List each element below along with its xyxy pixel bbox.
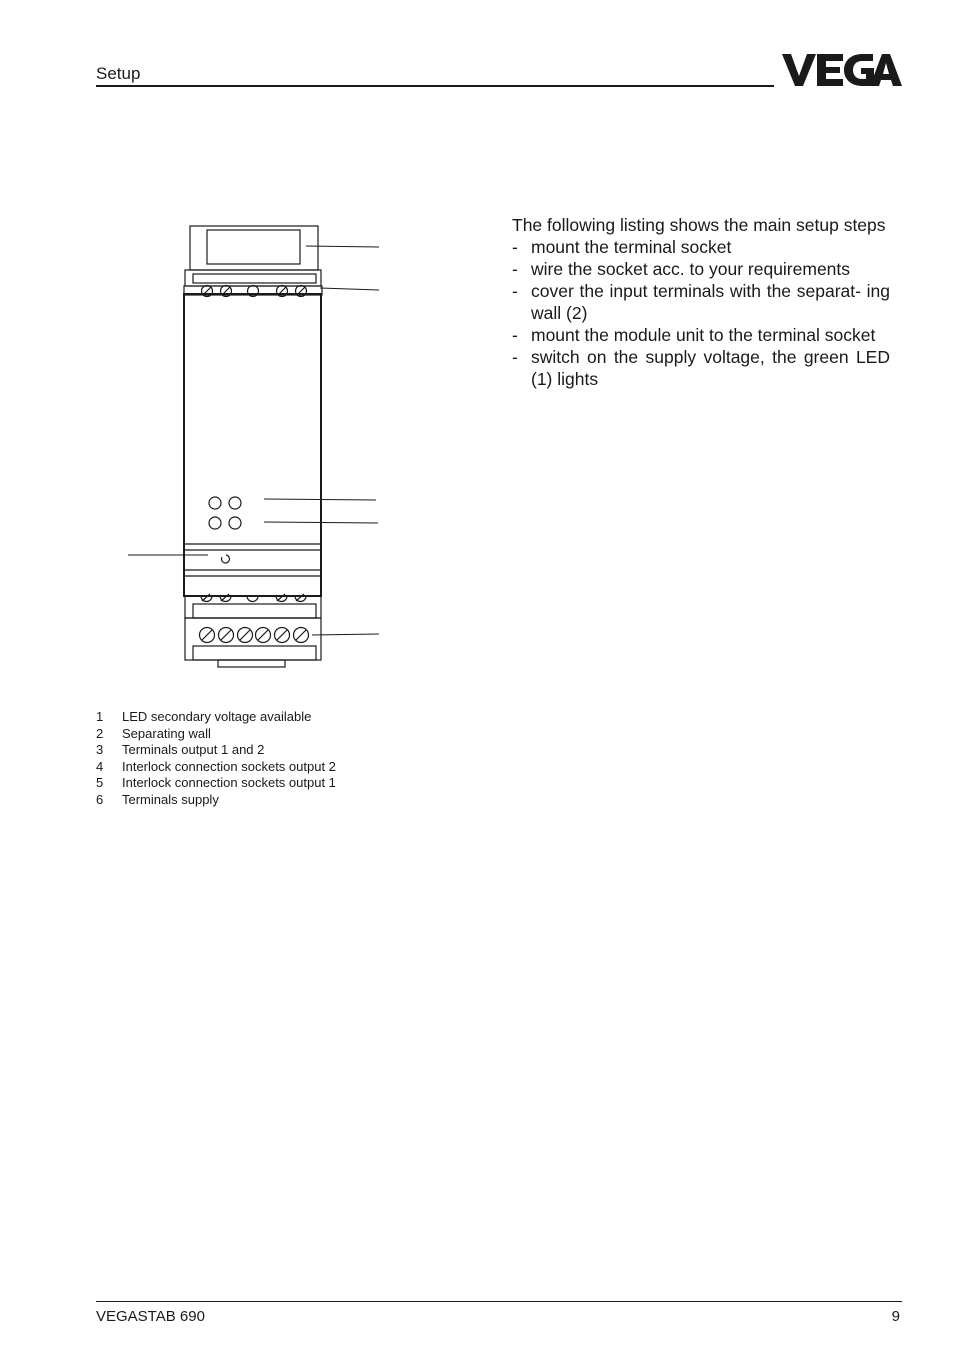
list-item: - mount the terminal socket <box>512 237 732 257</box>
product-name: VEGASTAB 690 <box>96 1308 205 1325</box>
vega-logo <box>782 52 902 88</box>
setup-steps <box>512 236 890 390</box>
legend-item: 6 Terminals supply <box>96 791 219 807</box>
list-item: - mount the module unit to the terminal socket <box>512 325 876 345</box>
figure-legend <box>96 709 336 808</box>
legend-item: 2 Separating wall <box>96 725 211 741</box>
module-body <box>184 294 321 596</box>
socket-holes <box>209 497 241 529</box>
legend-item: 4 Interlock connection sockets output 2 <box>96 758 336 774</box>
leader-lines <box>128 246 379 635</box>
device-drawing <box>120 220 390 680</box>
terminal-socket <box>185 618 321 660</box>
din-clip <box>218 660 285 667</box>
legend-item: 1 LED secondary voltage available <box>96 709 312 724</box>
header-rule <box>96 85 774 87</box>
list-item: - wire the socket acc. to your requirements <box>512 259 851 279</box>
list-item: - switch on the supply voltage, the green LED (1) lights <box>512 347 890 389</box>
led-symbol <box>221 555 229 563</box>
page-number: 9 <box>891 1308 900 1325</box>
footer-rule <box>96 1301 902 1302</box>
section-title: Setup <box>96 64 141 83</box>
legend-item: 5 Interlock connection sockets output 1 <box>96 775 336 790</box>
top-lid <box>190 226 318 270</box>
list-item: - cover the input terminals with the separat- ing wall (2) <box>512 281 890 323</box>
display-window <box>207 230 300 264</box>
intro-paragraph: The following listing shows the main setup steps <box>512 215 886 235</box>
supply-terminal-screws <box>200 628 309 643</box>
legend-item: 3 Terminals output 1 and 2 <box>96 742 265 757</box>
setup-instructions <box>512 214 890 390</box>
